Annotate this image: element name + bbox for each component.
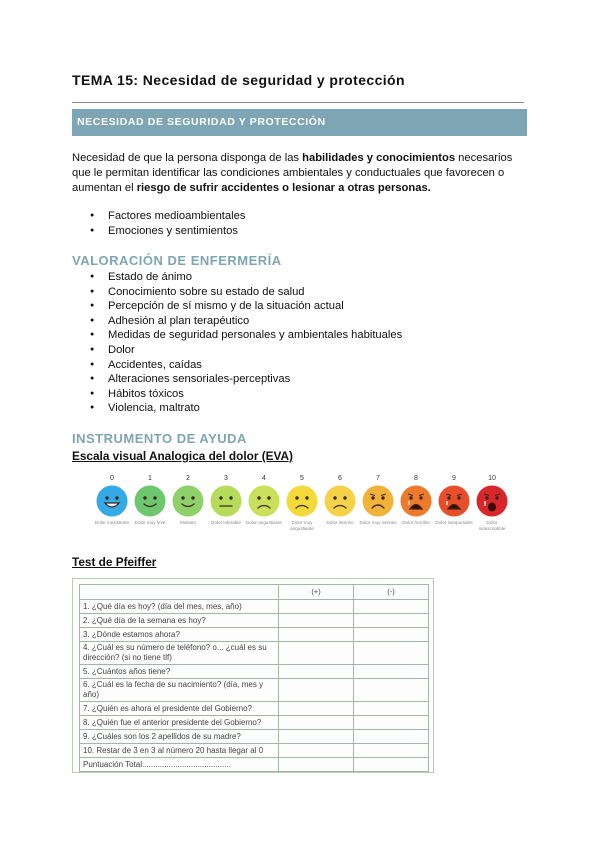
question-cell: 5. ¿Cuántos años tiene? [80, 665, 279, 679]
list-item: ● Factores medioambientales [90, 209, 245, 224]
pfeiffer-title: Test de Pfeiffer [72, 555, 157, 569]
minus-cell [354, 665, 429, 679]
plus-cell [279, 716, 354, 730]
question-cell: 3. ¿Dónde estamos ahora? [80, 628, 279, 642]
list-item: ● Adhesión al plan terapéutico [90, 314, 402, 329]
face-neutral-icon [210, 485, 242, 517]
minus-cell [354, 744, 429, 758]
pfeiffer-test-image [72, 578, 434, 773]
minus-cell [354, 614, 429, 628]
list-item: ● Alteraciones sensoriales-perceptivas [90, 372, 402, 387]
pain-face-5 [283, 474, 321, 544]
table-row [80, 614, 429, 628]
minus-cell [354, 600, 429, 614]
table-row [80, 730, 429, 744]
title-divider [72, 102, 524, 103]
pain-number: 3 [224, 475, 228, 482]
pain-number: 8 [414, 475, 418, 482]
intro-paragraph [72, 151, 532, 196]
face-sad-icon [286, 485, 318, 517]
table-row [80, 679, 429, 702]
minus-cell [354, 702, 429, 716]
pain-label: Dolor indescriptible [478, 520, 506, 531]
face-sad-icon [324, 485, 356, 517]
minus-cell [354, 730, 429, 744]
tema-number: TEMA 15: [72, 72, 139, 88]
pain-face-1 [131, 474, 169, 544]
pain-face-8 [397, 474, 435, 544]
intro-bold-1: habilidades y conocimientos [302, 152, 456, 164]
list-item: ● Violencia, maltrato [90, 401, 402, 416]
plus-header: (+) [279, 585, 354, 600]
pain-face-6 [321, 474, 359, 544]
table-row [80, 665, 429, 679]
pain-face-3 [207, 474, 245, 544]
plus-cell [279, 642, 354, 665]
table-row [80, 600, 429, 614]
table-row [80, 758, 429, 772]
minus-cell [354, 758, 429, 772]
eva-pain-scale [93, 474, 509, 544]
intro-text-1: Necesidad de que la persona disponga de las [72, 152, 303, 164]
pain-number: 5 [300, 475, 304, 482]
valoracion-list [90, 270, 402, 416]
question-cell: 6. ¿Cuál es la fecha de su nacimiento? (día, mes y año) [80, 679, 279, 702]
pain-label: Dolor angustiante [245, 520, 282, 525]
pain-number: 7 [376, 475, 380, 482]
table-row [80, 628, 429, 642]
page-title [72, 72, 405, 88]
intro-bold-2: riesgo de sufrir accidentes o lesionar a otras personas. [136, 182, 431, 194]
face-scream-icon [476, 485, 508, 517]
list-item: ● Accidentes, caídas [90, 358, 402, 373]
question-cell: 4. ¿Cuál es su número de teléfono? o... ¿cuál es su dirección? (si no tiene tlf) [80, 642, 279, 665]
face-crying-icon [438, 485, 470, 517]
section-banner: NECESIDAD DE SEGURIDAD Y PROTECCIÓN [72, 109, 527, 136]
face-happy-icon [96, 485, 128, 517]
pain-number: 6 [338, 475, 342, 482]
face-sad-icon [248, 485, 280, 517]
list-item: ● Emociones y sentimientos [90, 224, 245, 239]
list-item: ● Conocimiento sobre su estado de salud [90, 285, 402, 300]
question-cell: 8. ¿Quién fue el anterior presidente del Gobierno? [80, 716, 279, 730]
minus-cell [354, 628, 429, 642]
face-smile-icon [172, 485, 204, 517]
plus-cell [279, 600, 354, 614]
intro-text-2: necesarios que le permitan identificar las condiciones ambientales y conductuales que favorecen o aumentan el [72, 152, 513, 194]
plus-cell [279, 614, 354, 628]
plus-cell [279, 744, 354, 758]
pain-face-0 [93, 474, 131, 544]
plus-cell [279, 702, 354, 716]
plus-cell [279, 758, 354, 772]
pfeiffer-table [79, 584, 429, 772]
valoracion-heading: VALORACIÓN DE ENFERMERÍA [72, 253, 282, 268]
factors-list [90, 209, 245, 238]
pain-number: 0 [110, 475, 114, 482]
instrumento-heading: INSTRUMENTO DE AYUDA [72, 431, 247, 446]
pain-face-10 [473, 474, 511, 544]
table-header-row [80, 585, 429, 600]
face-worried-icon [362, 485, 394, 517]
minus-header: (-) [354, 585, 429, 600]
list-item: ● Medidas de seguridad personales y ambientales habituales [90, 328, 402, 343]
question-cell: 1. ¿Qué día es hoy? (día del mes, mes, año) [80, 600, 279, 614]
pain-label: Dolor tolerable [211, 520, 241, 525]
plus-cell [279, 665, 354, 679]
plus-cell [279, 679, 354, 702]
pain-face-9 [435, 474, 473, 544]
list-item: ● Hábitos tóxicos [90, 387, 402, 402]
question-cell: 9. ¿Cuáles son los 2 apellidos de su madre? [80, 730, 279, 744]
minus-cell [354, 679, 429, 702]
pain-number: 4 [262, 475, 266, 482]
plus-cell [279, 628, 354, 642]
minus-cell [354, 642, 429, 665]
tema-title: Necesidad de seguridad y protección [142, 72, 405, 88]
pain-label: Dolor muy angustiante [290, 520, 314, 531]
pain-number: 10 [488, 475, 496, 482]
table-row [80, 702, 429, 716]
face-smile-icon [134, 485, 166, 517]
pain-label: Dolor inexistente [94, 520, 130, 525]
pain-label: Molesto [179, 520, 197, 525]
pain-label: Dolor muy leve [134, 520, 166, 525]
pain-number: 1 [148, 475, 152, 482]
pain-face-7 [359, 474, 397, 544]
pain-number: 9 [452, 475, 456, 482]
question-cell: 7. ¿Quién es ahora el presidente del Gobierno? [80, 702, 279, 716]
table-row [80, 744, 429, 758]
pain-label: Dolor intenso [326, 520, 354, 525]
pain-face-2 [169, 474, 207, 544]
question-cell: 10. Restar de 3 en 3 al número 20 hasta llegar al 0 [80, 744, 279, 758]
list-item: ● Dolor [90, 343, 402, 358]
pain-label: Dolor muy intenso [359, 520, 397, 525]
list-item: ● Percepción de sí mismo y de la situación actual [90, 299, 402, 314]
question-cell: Puntuación Total........................................ [80, 758, 279, 772]
pain-number: 2 [186, 475, 190, 482]
pain-face-4 [245, 474, 283, 544]
list-item: ● Estado de ánimo [90, 270, 402, 285]
plus-cell [279, 730, 354, 744]
face-crying-icon [400, 485, 432, 517]
table-row [80, 716, 429, 730]
pain-label: Dolor horrible [402, 520, 430, 525]
pain-label: Dolor insoportable [435, 520, 473, 525]
table-row [80, 642, 429, 665]
eva-title: Escala visual Analogica del dolor (EVA) [72, 449, 293, 463]
question-cell: 2. ¿Qué día de la semana es hoy? [80, 614, 279, 628]
question-header-cell [80, 585, 279, 600]
minus-cell [354, 716, 429, 730]
